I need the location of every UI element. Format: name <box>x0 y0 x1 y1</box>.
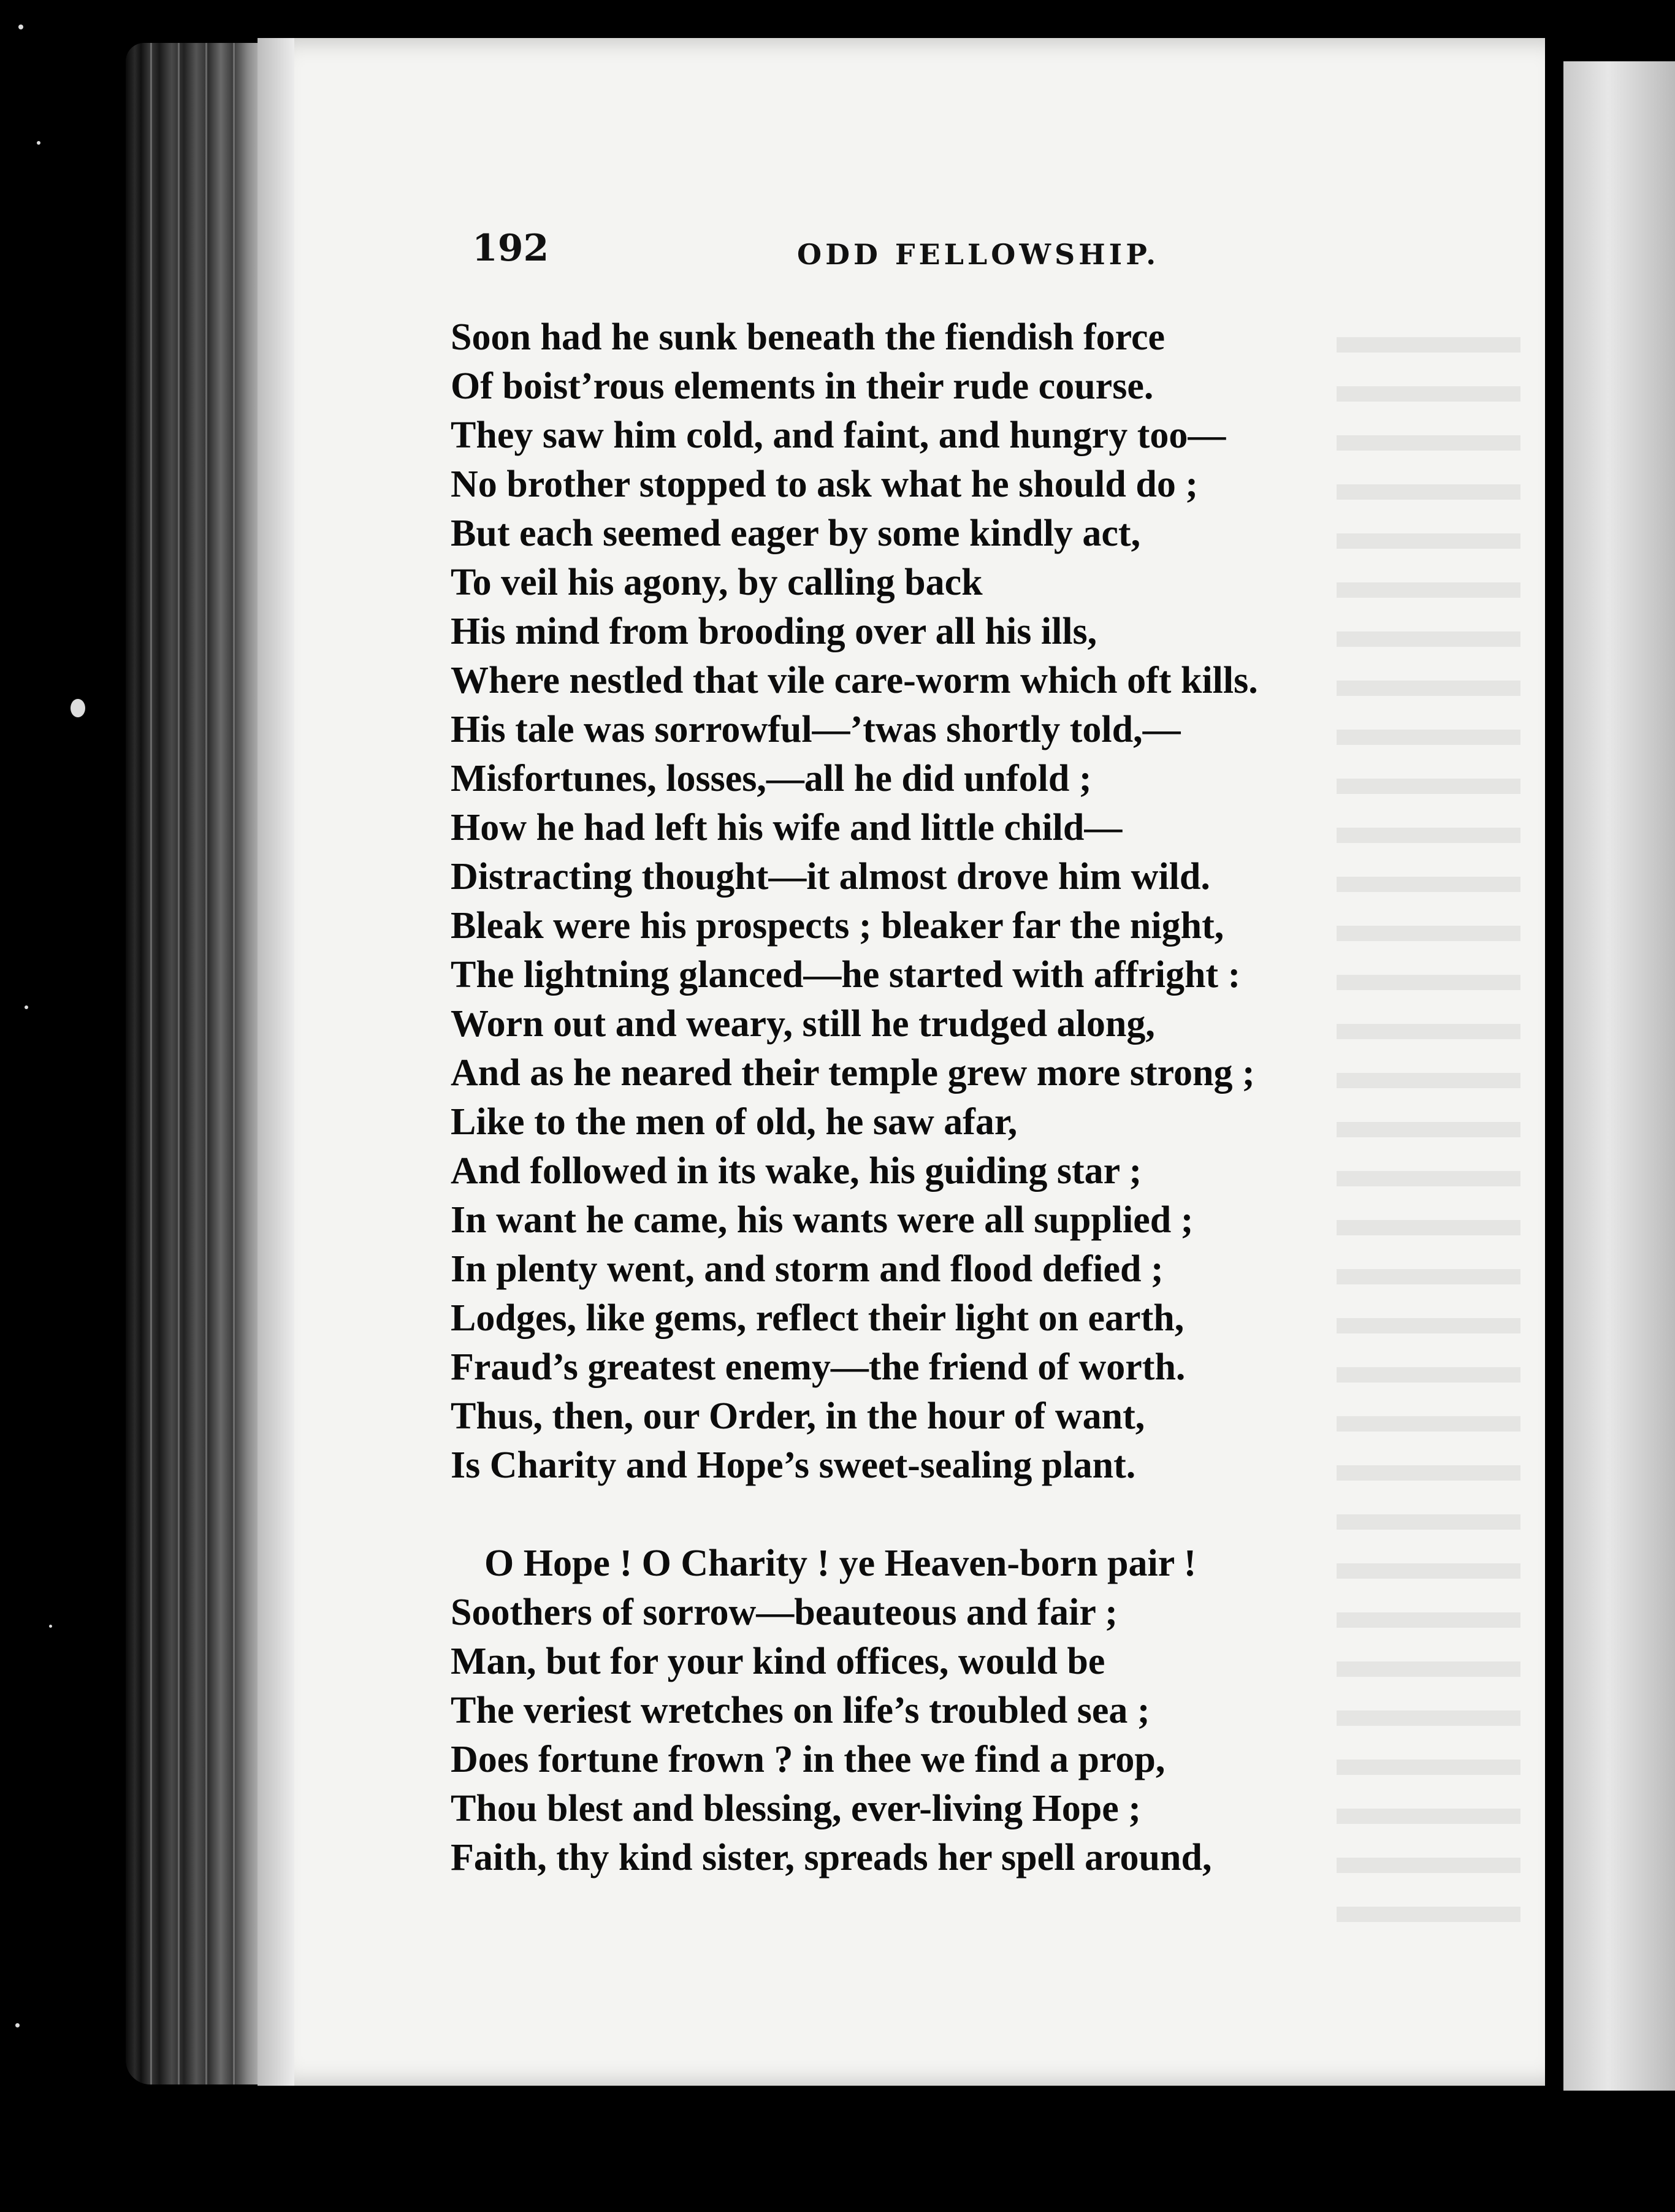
stanza-1 <box>451 313 1505 1490</box>
poem-line: Is Charity and Hope’s sweet-sealing plant. <box>451 1444 1136 1486</box>
poem-line: Distracting thought—it almost drove him wild. <box>451 856 1210 898</box>
page-edge-streak <box>205 43 207 2084</box>
poem-line: Thou blest and blessing, ever-living Hope ; <box>451 1788 1141 1829</box>
poem-line: And followed in its wake, his guiding star ; <box>451 1150 1142 1192</box>
poem-line: Man, but for your kind offices, would be <box>451 1641 1105 1682</box>
poem-line: The veriest wretches on life’s troubled sea ; <box>451 1690 1150 1731</box>
poem-line: No brother stopped to ask what he should do ; <box>451 463 1199 505</box>
poem-line: Misfortunes, losses,—all he did unfold ; <box>451 758 1092 799</box>
page-fold-shadow <box>258 38 294 2086</box>
poem-line: O Hope ! O Charity ! ye Heaven-born pair ! <box>484 1543 1197 1584</box>
poem-line: Worn out and weary, still he trudged along, <box>451 1003 1155 1045</box>
poem-text <box>451 313 1505 1882</box>
running-title: ODD FELLOWSHIP. <box>797 238 1160 271</box>
page-edge-streak <box>178 43 180 2084</box>
poem-line: Soothers of sorrow—beauteous and fair ; <box>451 1592 1118 1633</box>
scan-speck <box>15 2023 20 2027</box>
page-edge-streak <box>233 43 235 2084</box>
poem-line: And as he neared their temple grew more strong ; <box>451 1052 1255 1094</box>
poem-line: Lodges, like gems, reflect their light on earth, <box>451 1297 1185 1339</box>
facing-page-edge <box>1563 61 1675 2091</box>
page-header <box>472 227 1514 276</box>
poem-line: Of boist’rous elements in their rude course. <box>451 365 1154 407</box>
poem-line: Fraud’s greatest enemy—the friend of worth. <box>451 1346 1186 1388</box>
poem-line: They saw him cold, and faint, and hungry too— <box>451 414 1226 456</box>
poem-line: But each seemed eager by some kindly act, <box>451 513 1141 554</box>
poem-line: In want he came, his wants were all supplied ; <box>451 1199 1194 1241</box>
scan-speck <box>71 699 85 717</box>
poem-line: His tale was sorrowful—’twas shortly told,— <box>451 709 1181 750</box>
poem-line: In plenty went, and storm and flood defied ; <box>451 1248 1164 1290</box>
page-edge-streak <box>150 43 152 2084</box>
scan-speck <box>25 1005 28 1009</box>
poem-line: The lightning glanced—he started with affright : <box>451 954 1241 996</box>
poem-line: How he had left his wife and little child— <box>451 807 1123 849</box>
scan-speck <box>49 1625 52 1628</box>
poem-line: Faith, thy kind sister, spreads her spell around, <box>451 1837 1212 1878</box>
poem-line: Soon had he sunk beneath the fiendish force <box>451 316 1166 358</box>
poem-line: Bleak were his prospects ; bleaker far the night, <box>451 905 1224 947</box>
gutter-shadow <box>1545 37 1563 2091</box>
book-page-edges <box>126 43 279 2084</box>
scan-speck <box>18 25 23 29</box>
poem-line: Thus, then, our Order, in the hour of want, <box>451 1395 1145 1437</box>
poem-line: Does fortune frown ? in thee we find a prop, <box>451 1739 1166 1780</box>
poem-line: Like to the men of old, he saw afar, <box>451 1101 1018 1143</box>
page-number: 192 <box>472 227 549 270</box>
poem-line: Where nestled that vile care-worm which oft kills. <box>451 660 1258 701</box>
scan-speck <box>37 141 40 145</box>
stanza-2 <box>451 1539 1505 1882</box>
poem-line: To veil his agony, by calling back <box>451 562 983 603</box>
poem-line: His mind from brooding over all his ills, <box>451 611 1097 652</box>
stanza-break <box>451 1490 1505 1539</box>
